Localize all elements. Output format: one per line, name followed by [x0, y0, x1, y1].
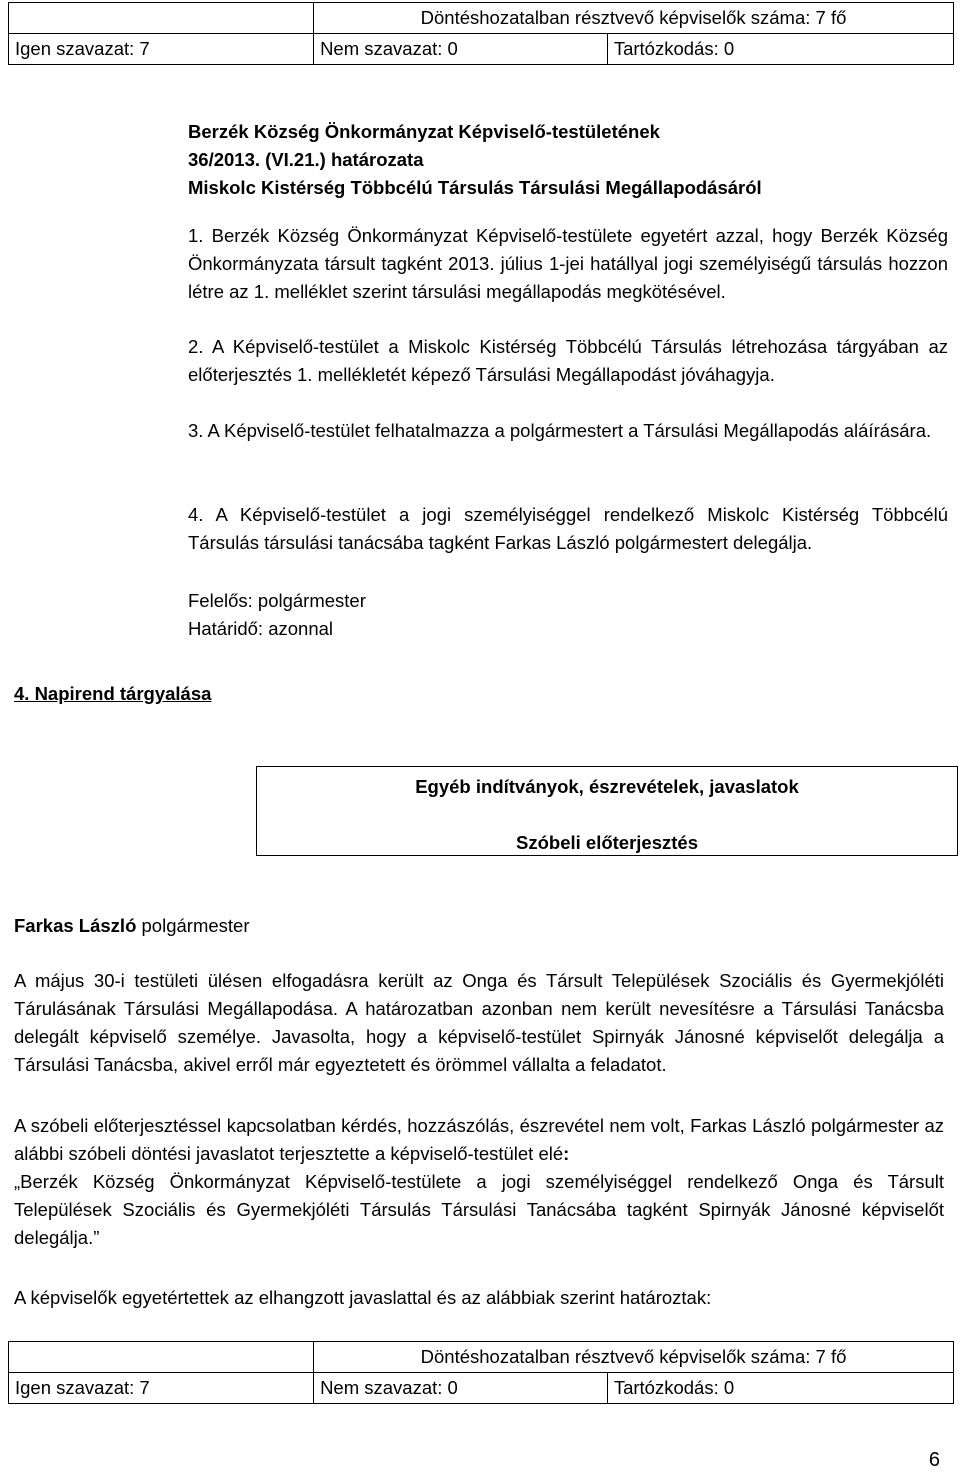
body-paragraph-3: A képviselők egyetértettek az elhangzott javaslattal és az alábbiak szerint határoztak:	[14, 1287, 712, 1308]
resolution-title-line1: Berzék Község Önkormányzat Képviselő-testületének	[188, 121, 660, 142]
responsible: Felelős: polgármester	[188, 590, 366, 611]
yes-votes: Igen szavazat: 7	[9, 34, 314, 65]
proposal-quote: „Berzék Község Önkormányzat Képviselő-testülete a jogi személyiséggel rendelkező Onga és Társult Települések Szociális és Gyermekjóléti Társulás Társulási Tanácsába tagként Spirnyák Jánosné képviselőt delegálja.”	[14, 1171, 944, 1248]
agenda-topic-subtitle: Szóbeli előterjesztés	[516, 832, 698, 853]
body-paragraph-2	[14, 1112, 944, 1252]
resolution-point-2: 2. A Képviselő-testület a Miskolc Kistérség Többcélú Társulás létrehozása tárgyában az előterjesztés 1. mellékletét képező Társulási Megállapodást jóváhagyja.	[188, 336, 948, 385]
resolution-title-line3: Miskolc Kistérség Többcélú Társulás Társulási Megállapodásáról	[188, 177, 762, 198]
page-number: 6	[928, 1449, 940, 1471]
body-paragraph-2-text: A szóbeli előterjesztéssel kapcsolatban kérdés, hozzászólás, észrevétel nem volt, Farkas László polgármester az alábbi szóbeli döntési javaslatot terjesztette a képviselő-testület elé	[14, 1115, 944, 1164]
agenda-heading: 4. Napirend tárgyalása	[14, 683, 212, 704]
resolution-point-3: 3. A Képviselő-testület felhatalmazza a polgármestert a Társulási Megállapodás aláírására.	[188, 420, 932, 441]
body-paragraph-1: A május 30-i testületi ülésen elfogadásra került az Onga és Társult Települések Szociális és Gyermekjóléti Tárulásának Társulási Megállapodása. A határozatban azonban nem került nevesítésre a Társulási Tanácsba delegált képviselő személye. Javasolta, hogy a képviselő-testület Spirnyák Jánosné képviselőt delegálja a Társulási Tanácsba, akivel erről már egyeztetett és örömmel vállalta a feladatot.	[14, 970, 944, 1075]
vote-table-bottom	[8, 1341, 954, 1404]
resolution-title	[188, 118, 948, 202]
resolution-block	[188, 118, 948, 639]
deadline: Határidő: azonnal	[188, 618, 334, 639]
abstain-votes: Tartózkodás: 0	[607, 34, 953, 65]
resolution-point-4: 4. A Képviselő-testület a jogi személyiséggel rendelkező Miskolc Kistérség Többcélú Társulás társulási tanácsába tagként Farkas László polgármestert delegálja.	[188, 504, 948, 553]
agenda-topic-title: Egyéb indítványok, észrevételek, javaslatok	[415, 776, 799, 797]
speaker-role: polgármester	[136, 915, 250, 936]
resolution-point-1: 1. Berzék Község Önkormányzat Képviselő-testülete egyetért azzal, hogy Berzék Község Önkormányzata társult tagként 2013. július 1-jei hatállyal jogi személyiségű társulás hozzon létre az 1. melléklet szerint társulási megállapodás megkötésével.	[188, 225, 948, 302]
yes-votes: Igen szavazat: 7	[9, 1373, 314, 1404]
vote-heading: Döntéshozatalban résztvevő képviselők száma: 7 fő	[314, 3, 954, 34]
vote-heading: Döntéshozatalban résztvevő képviselők száma: 7 fő	[314, 1342, 954, 1373]
speaker	[14, 912, 249, 940]
resolution-title-line2: 36/2013. (VI.21.) határozata	[188, 149, 424, 170]
speaker-name: Farkas László	[14, 915, 137, 936]
no-votes: Nem szavazat: 0	[314, 34, 608, 65]
vote-table-top	[8, 2, 954, 65]
responsibility	[188, 587, 366, 643]
no-votes: Nem szavazat: 0	[314, 1373, 608, 1404]
agenda-topic-box	[256, 766, 958, 856]
abstain-votes: Tartózkodás: 0	[607, 1373, 953, 1404]
body-paragraph-2-colon: :	[563, 1143, 570, 1164]
